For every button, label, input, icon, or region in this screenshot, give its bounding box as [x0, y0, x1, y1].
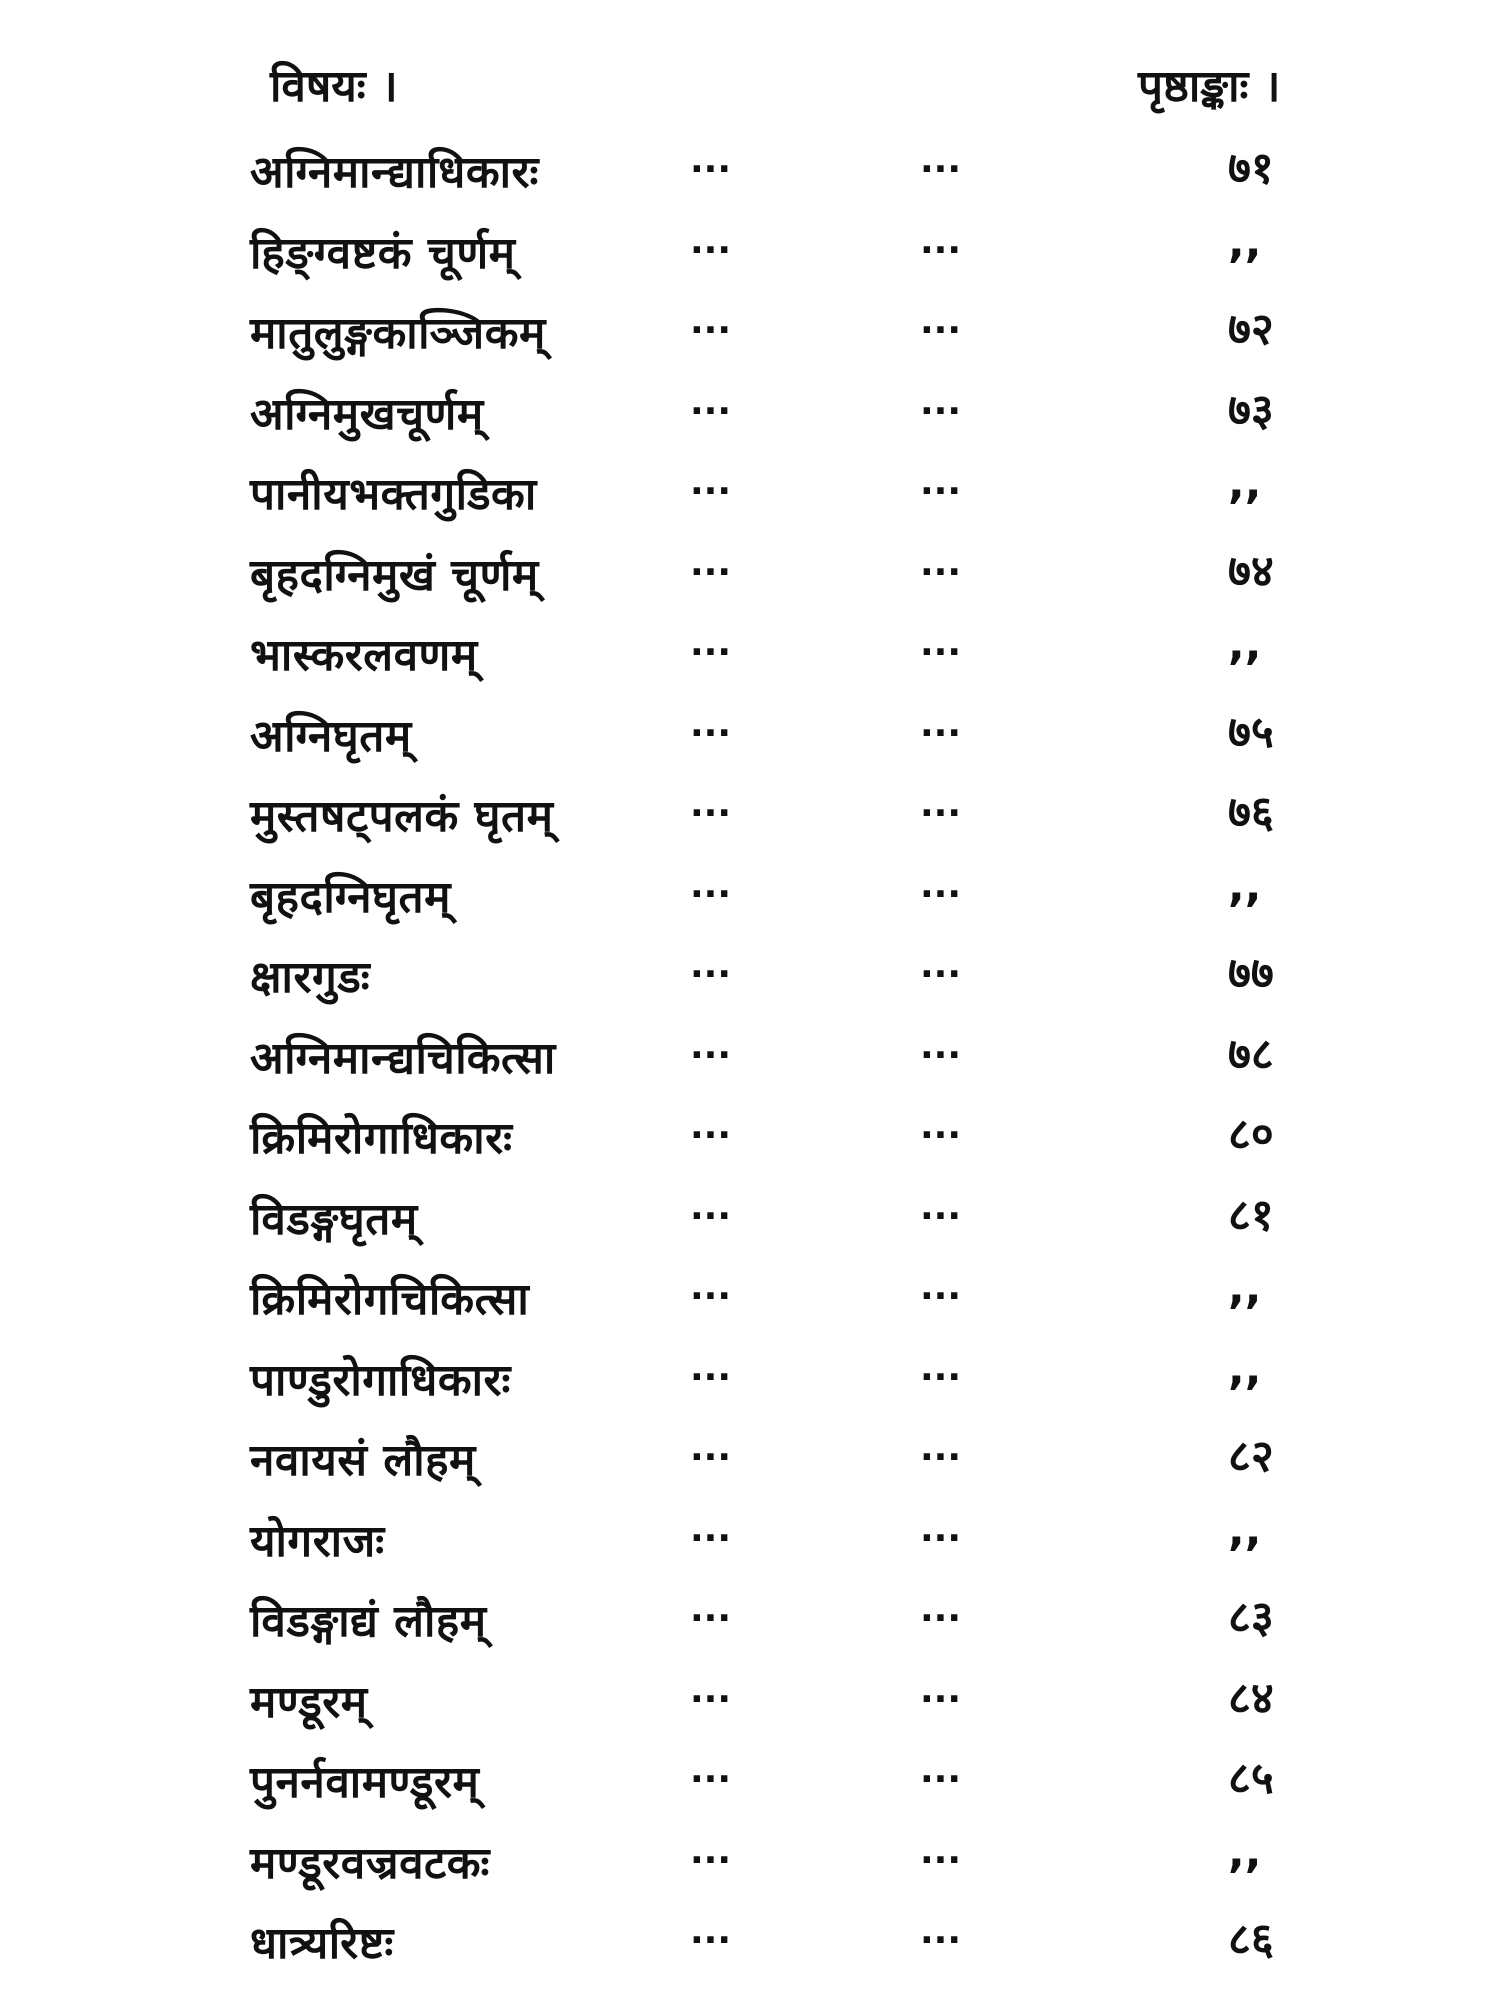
row-leader-dots: ...	[920, 945, 962, 986]
row-leader-dots: ...	[920, 1428, 962, 1469]
contents-row	[0, 1497, 1500, 1578]
row-page-number: ८३	[1228, 1592, 1274, 1643]
page-column-heading: पृष्ठाङ्काः ।	[1138, 61, 1281, 112]
contents-row	[0, 1336, 1500, 1417]
row-subject: पुनर्नवामण्डूरम्	[250, 1757, 480, 1808]
contents-header	[0, 44, 1500, 124]
row-page-number: ७७	[1228, 948, 1274, 999]
row-subject: योगराजः	[250, 1515, 385, 1567]
row-subject: अग्निमुखचूर्णम्	[250, 388, 484, 440]
row-page-number: ७१	[1228, 143, 1274, 194]
row-leader-dots: ...	[920, 1750, 962, 1791]
row-subject: क्षारगुडः	[250, 952, 371, 1003]
row-leader-dots: ...	[920, 1106, 962, 1147]
contents-row	[0, 128, 1500, 209]
row-page-number: ,,	[1228, 1826, 1262, 1878]
row-leader-dots: ...	[920, 1589, 962, 1630]
row-page-number: ,,	[1228, 860, 1262, 912]
row-leader-dots: ...	[920, 1911, 962, 1952]
row-leader-dots: ...	[920, 140, 962, 181]
row-leader-dots: ...	[920, 1025, 962, 1067]
row-leader-dots: ...	[690, 462, 732, 503]
row-leader-dots: ...	[690, 1025, 732, 1067]
row-page-number: ७२	[1228, 304, 1274, 355]
row-leader-dots: ...	[690, 1428, 732, 1469]
row-page-number: ८०	[1228, 1109, 1274, 1160]
contents-row	[0, 1014, 1500, 1095]
row-leader-dots: ...	[920, 623, 962, 664]
row-leader-dots: ...	[690, 623, 732, 664]
row-leader-dots: ...	[690, 1186, 732, 1228]
row-leader-dots: ...	[690, 784, 732, 825]
row-leader-dots: ...	[690, 140, 732, 181]
row-leader-dots: ...	[920, 864, 962, 906]
row-subject: बृहदग्निघृतम्	[250, 871, 451, 923]
row-leader-dots: ...	[690, 1669, 732, 1711]
row-page-number: ७६	[1228, 787, 1274, 838]
row-subject: मण्डूरवज्रवटकः	[250, 1837, 490, 1889]
contents-row	[0, 1094, 1500, 1175]
row-leader-dots: ...	[690, 1830, 732, 1872]
row-subject: नवायसं लौहम्	[250, 1435, 476, 1486]
row-page-number: ,,	[1228, 619, 1262, 670]
row-leader-dots: ...	[690, 1750, 732, 1791]
row-subject: क्रिमिरोगाधिकारः	[250, 1113, 513, 1164]
row-leader-dots: ...	[920, 1669, 962, 1711]
row-subject: धात्र्यरिष्टः	[250, 1918, 394, 1969]
row-leader-dots: ...	[690, 1106, 732, 1147]
row-page-number: ,,	[1228, 216, 1262, 268]
row-leader-dots: ...	[690, 1589, 732, 1630]
row-leader-dots: ...	[920, 1186, 962, 1228]
contents-row	[0, 1175, 1500, 1256]
contents-row	[0, 450, 1500, 531]
contents-row	[0, 1658, 1500, 1739]
row-subject: मण्डूरम्	[250, 1676, 368, 1728]
row-leader-dots: ...	[920, 1267, 962, 1308]
contents-row	[0, 531, 1500, 612]
row-subject: मुस्तषट्पलकं घृतम्	[250, 791, 554, 842]
row-subject: विडङ्गघृतम्	[250, 1193, 418, 1245]
contents-row	[0, 933, 1500, 1014]
row-leader-dots: ...	[920, 784, 962, 825]
row-page-number: ,,	[1228, 1263, 1262, 1314]
row-page-number: ७४	[1228, 545, 1274, 597]
row-page-number: ,,	[1228, 1504, 1262, 1556]
row-leader-dots: ...	[690, 1267, 732, 1308]
contents-row	[0, 1899, 1500, 1980]
row-leader-dots: ...	[690, 542, 732, 584]
row-leader-dots: ...	[690, 381, 732, 423]
subject-column-heading: विषयः ।	[270, 61, 398, 112]
row-leader-dots: ...	[690, 864, 732, 906]
contents-row	[0, 209, 1500, 290]
row-leader-dots: ...	[690, 1347, 732, 1389]
contents-row	[0, 370, 1500, 451]
contents-row	[0, 1819, 1500, 1900]
row-leader-dots: ...	[920, 703, 962, 745]
row-subject: पानीयभक्तगुडिका	[250, 469, 537, 520]
contents-row	[0, 1577, 1500, 1658]
contents-list	[0, 128, 1500, 1980]
contents-row	[0, 1738, 1500, 1819]
row-page-number: ७५	[1228, 706, 1274, 758]
row-leader-dots: ...	[690, 1508, 732, 1550]
contents-row	[0, 692, 1500, 773]
row-subject: भास्करलवणम्	[250, 630, 478, 681]
row-subject: क्रिमिरोगचिकित्सा	[250, 1274, 530, 1325]
row-leader-dots: ...	[690, 301, 732, 342]
row-leader-dots: ...	[920, 1508, 962, 1550]
row-leader-dots: ...	[920, 462, 962, 503]
row-page-number: ७८	[1228, 1028, 1274, 1080]
row-subject: पाण्डुरोगाधिकारः	[250, 1354, 511, 1406]
row-subject: अग्निमान्द्यचिकित्सा	[250, 1032, 556, 1084]
row-subject: मातुलुङ्गकाञ्जिकम्	[250, 308, 546, 359]
row-leader-dots: ...	[690, 945, 732, 986]
row-subject: अग्निमान्द्याधिकारः	[250, 147, 539, 198]
row-page-number: ८४	[1228, 1672, 1274, 1724]
row-page-number: ८६	[1228, 1914, 1274, 1965]
row-page-number: ७३	[1228, 384, 1274, 436]
row-page-number: ८५	[1228, 1753, 1274, 1804]
contents-row	[0, 772, 1500, 853]
row-leader-dots: ...	[690, 703, 732, 745]
contents-row	[0, 1255, 1500, 1336]
row-leader-dots: ...	[920, 220, 962, 262]
row-leader-dots: ...	[920, 381, 962, 423]
row-leader-dots: ...	[920, 1830, 962, 1872]
row-leader-dots: ...	[920, 1347, 962, 1389]
row-leader-dots: ...	[690, 220, 732, 262]
row-page-number: ,,	[1228, 1343, 1262, 1395]
contents-row	[0, 1416, 1500, 1497]
contents-row	[0, 853, 1500, 934]
row-subject: अग्निघृतम्	[250, 710, 412, 762]
row-page-number: ८२	[1228, 1431, 1274, 1482]
row-page-number: ,,	[1228, 458, 1262, 509]
row-page-number: ८१	[1228, 1189, 1274, 1241]
row-leader-dots: ...	[690, 1911, 732, 1952]
row-leader-dots: ...	[920, 301, 962, 342]
contents-row	[0, 611, 1500, 692]
contents-row	[0, 289, 1500, 370]
row-leader-dots: ...	[920, 542, 962, 584]
row-subject: विडङ्गाद्यं लौहम्	[250, 1596, 487, 1647]
row-subject: बृहदग्निमुखं चूर्णम्	[250, 549, 539, 601]
row-subject: हिङ्ग्वष्टकं चूर्णम्	[250, 227, 516, 279]
